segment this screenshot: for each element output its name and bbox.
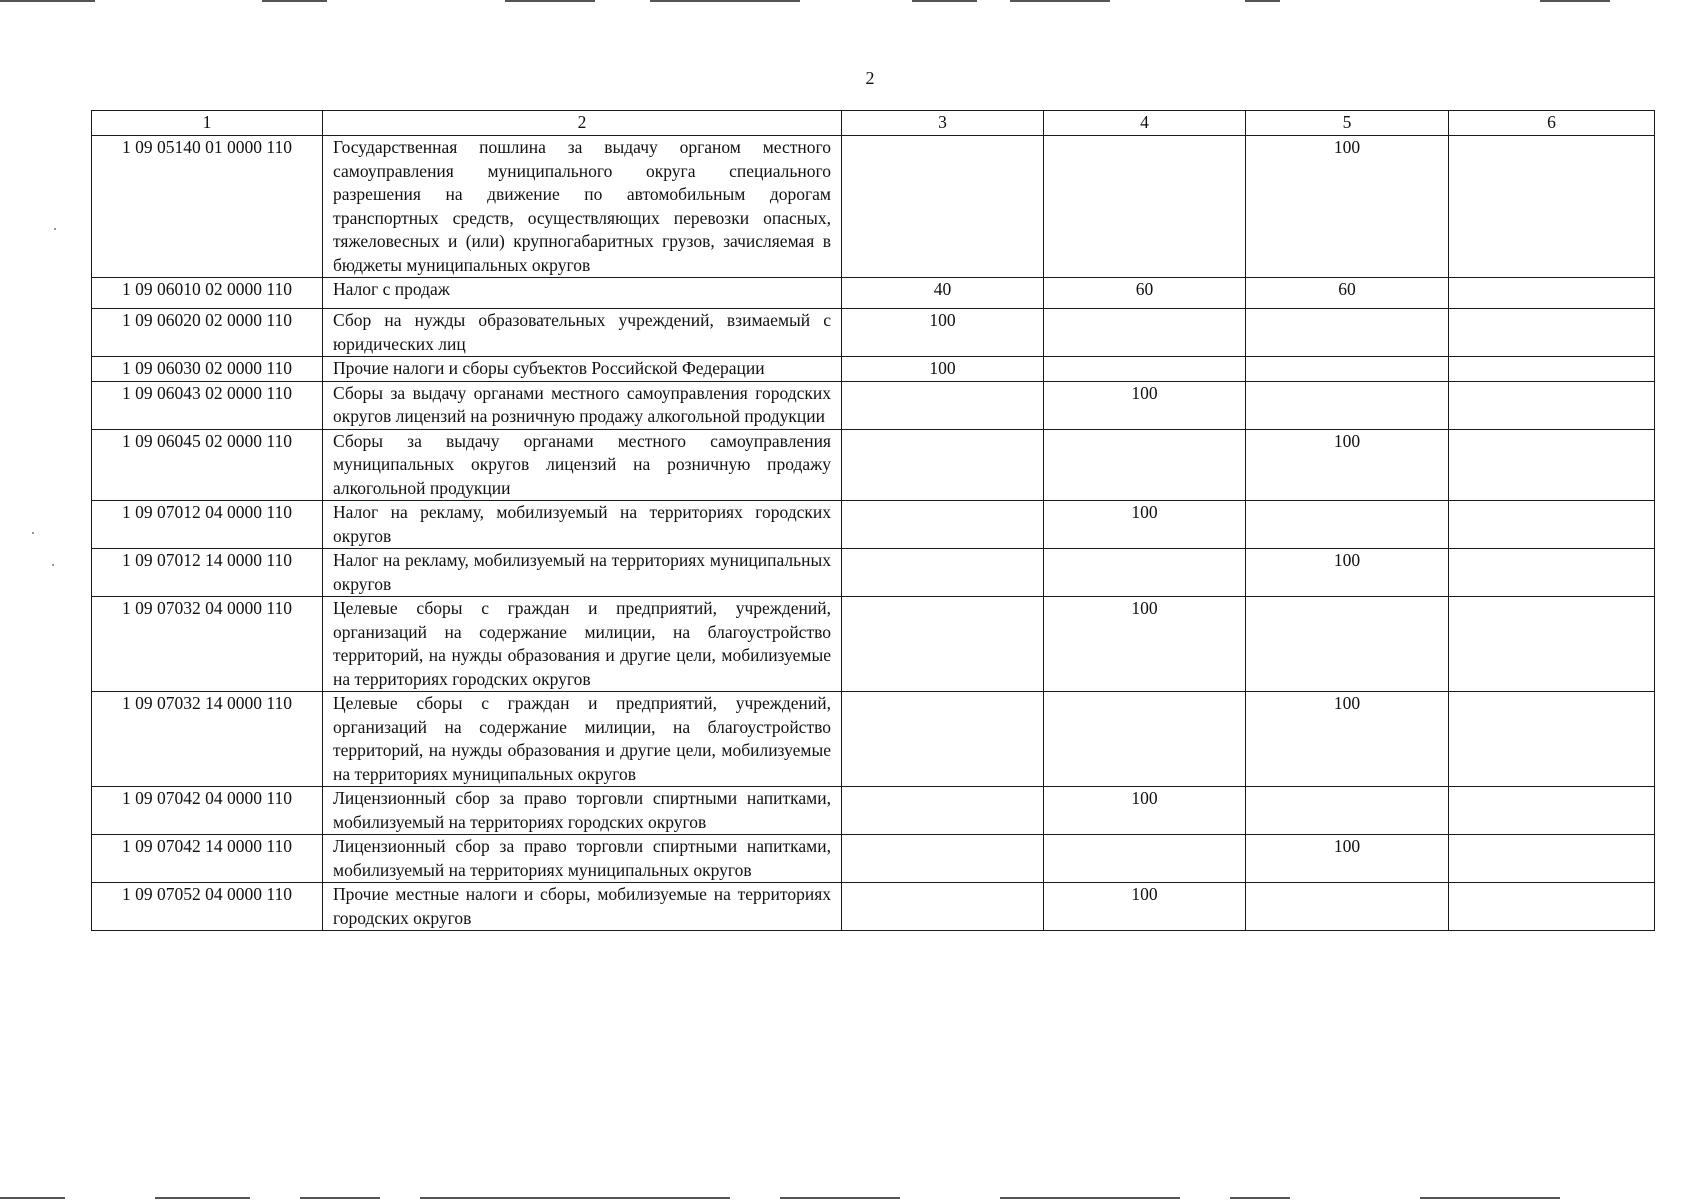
value-cell-5 [1246, 309, 1449, 357]
value-cell-3 [842, 429, 1044, 501]
header-cell: 6 [1449, 111, 1655, 136]
value-cell-5 [1246, 357, 1449, 382]
scan-edge-line [0, 0, 95, 2]
code-cell: 1 09 07042 04 0000 110 [92, 787, 323, 835]
name-cell: Налог на рекламу, мобилизуемый на территориях муниципальных округов [323, 549, 842, 597]
value-cell-6 [1449, 381, 1655, 429]
value-cell-5: 100 [1246, 835, 1449, 883]
value-cell-5 [1246, 597, 1449, 692]
table-row [92, 787, 1655, 835]
value-cell-4 [1044, 309, 1246, 357]
code-cell: 1 09 07032 04 0000 110 [92, 597, 323, 692]
value-cell-5 [1246, 381, 1449, 429]
value-cell-6 [1449, 787, 1655, 835]
scan-edge-line [1420, 1197, 1560, 1199]
table-row [92, 136, 1655, 278]
scan-edge-line [912, 0, 977, 2]
table-row [92, 501, 1655, 549]
name-cell: Налог с продаж [323, 278, 842, 309]
scan-edge-line [300, 1197, 380, 1199]
value-cell-3 [842, 501, 1044, 549]
header-row [92, 111, 1655, 136]
value-cell-4: 100 [1044, 883, 1246, 931]
value-cell-3: 100 [842, 309, 1044, 357]
name-cell: Сборы за выдачу органами местного самоуправления городских округов лицензий на розничную продажу алкогольной продукции [323, 381, 842, 429]
code-cell: 1 09 06030 02 0000 110 [92, 357, 323, 382]
header-cell: 2 [323, 111, 842, 136]
value-cell-5: 100 [1246, 692, 1449, 787]
scan-edge-line [505, 0, 595, 2]
scan-edge-line [420, 1197, 730, 1199]
code-cell: 1 09 06045 02 0000 110 [92, 429, 323, 501]
value-cell-4 [1044, 429, 1246, 501]
value-cell-3 [842, 381, 1044, 429]
table-row [92, 429, 1655, 501]
value-cell-5: 100 [1246, 429, 1449, 501]
value-cell-4: 100 [1044, 501, 1246, 549]
value-cell-4: 100 [1044, 787, 1246, 835]
table-row [92, 835, 1655, 883]
value-cell-4: 60 [1044, 278, 1246, 309]
code-cell: 1 09 06010 02 0000 110 [92, 278, 323, 309]
value-cell-3 [842, 692, 1044, 787]
value-cell-5 [1246, 501, 1449, 549]
value-cell-6 [1449, 357, 1655, 382]
header-cell: 1 [92, 111, 323, 136]
value-cell-5: 100 [1246, 136, 1449, 278]
table-row [92, 883, 1655, 931]
name-cell: Прочие налоги и сборы субъектов Российской Федерации [323, 357, 842, 382]
value-cell-4 [1044, 549, 1246, 597]
name-cell: Прочие местные налоги и сборы, мобилизуемые на территориях городских округов [323, 883, 842, 931]
value-cell-4: 100 [1044, 381, 1246, 429]
scan-edge-line [650, 0, 800, 2]
table-row [92, 597, 1655, 692]
table-row [92, 278, 1655, 309]
value-cell-3 [842, 597, 1044, 692]
table-row [92, 381, 1655, 429]
value-cell-4: 100 [1044, 597, 1246, 692]
name-cell: Лицензионный сбор за право торговли спиртными напитками, мобилизуемый на территориях городских округов [323, 787, 842, 835]
value-cell-3 [842, 136, 1044, 278]
value-cell-5 [1246, 787, 1449, 835]
code-cell: 1 09 07052 04 0000 110 [92, 883, 323, 931]
code-cell: 1 09 07012 14 0000 110 [92, 549, 323, 597]
name-cell: Сбор на нужды образовательных учреждений, взимаемый с юридических лиц [323, 309, 842, 357]
code-cell: 1 09 05140 01 0000 110 [92, 136, 323, 278]
scan-edge-line [1010, 0, 1110, 2]
name-cell: Целевые сборы с граждан и предприятий, учреждений, организаций на содержание милиции, на благоустройство территорий, на нужды образования и другие цели, мобилизуемые на территориях муниципальных округов [323, 692, 842, 787]
scan-edge-line [155, 1197, 250, 1199]
value-cell-5 [1246, 883, 1449, 931]
header-cell: 4 [1044, 111, 1246, 136]
value-cell-3 [842, 549, 1044, 597]
header-cell: 3 [842, 111, 1044, 136]
value-cell-4 [1044, 357, 1246, 382]
value-cell-6 [1449, 597, 1655, 692]
scan-edge-line [1000, 1197, 1180, 1199]
code-cell: 1 09 07012 04 0000 110 [92, 501, 323, 549]
page-number: 2 [865, 68, 875, 88]
scan-speck [52, 564, 54, 566]
scan-speck [54, 228, 56, 230]
scan-edge-line [1230, 1197, 1290, 1199]
value-cell-3 [842, 787, 1044, 835]
code-cell: 1 09 06043 02 0000 110 [92, 381, 323, 429]
table-row [92, 549, 1655, 597]
value-cell-4 [1044, 692, 1246, 787]
value-cell-3 [842, 835, 1044, 883]
value-cell-4 [1044, 835, 1246, 883]
value-cell-6 [1449, 278, 1655, 309]
value-cell-3: 100 [842, 357, 1044, 382]
name-cell: Сборы за выдачу органами местного самоуправления муниципальных округов лицензий на розничную продажу алкогольной продукции [323, 429, 842, 501]
value-cell-6 [1449, 835, 1655, 883]
scan-speck [32, 532, 34, 534]
code-cell: 1 09 07042 14 0000 110 [92, 835, 323, 883]
budget-table [91, 110, 1655, 931]
value-cell-3: 40 [842, 278, 1044, 309]
code-cell: 1 09 07032 14 0000 110 [92, 692, 323, 787]
value-cell-4 [1044, 136, 1246, 278]
value-cell-6 [1449, 309, 1655, 357]
scan-edge-line [780, 1197, 900, 1199]
value-cell-6 [1449, 501, 1655, 549]
name-cell: Лицензионный сбор за право торговли спиртными напитками, мобилизуемый на территориях муниципальных округов [323, 835, 842, 883]
value-cell-6 [1449, 883, 1655, 931]
name-cell: Целевые сборы с граждан и предприятий, учреждений, организаций на содержание милиции, на благоустройство территорий, на нужды образования и другие цели, мобилизуемые на территориях городских округов [323, 597, 842, 692]
name-cell: Налог на рекламу, мобилизуемый на территориях городских округов [323, 501, 842, 549]
value-cell-6 [1449, 692, 1655, 787]
value-cell-6 [1449, 549, 1655, 597]
table-row [92, 357, 1655, 382]
value-cell-6 [1449, 429, 1655, 501]
value-cell-6 [1449, 136, 1655, 278]
scan-edge-line [262, 0, 327, 2]
scan-edge-line [1540, 0, 1610, 2]
header-cell: 5 [1246, 111, 1449, 136]
table-row [92, 309, 1655, 357]
name-cell: Государственная пошлина за выдачу органом местного самоуправления муниципального округа специального разрешения на движение по автомобильным дорогам транспортных средств, осуществляющих перевозки опасных, тяжеловесных и (или) крупногабаритных грузов, зачисляемая в бюджеты муниципальных округов [323, 136, 842, 278]
value-cell-5: 60 [1246, 278, 1449, 309]
scan-edge-line [0, 1197, 65, 1199]
value-cell-3 [842, 883, 1044, 931]
scan-edge-line [1245, 0, 1280, 2]
code-cell: 1 09 06020 02 0000 110 [92, 309, 323, 357]
table-row [92, 692, 1655, 787]
value-cell-5: 100 [1246, 549, 1449, 597]
